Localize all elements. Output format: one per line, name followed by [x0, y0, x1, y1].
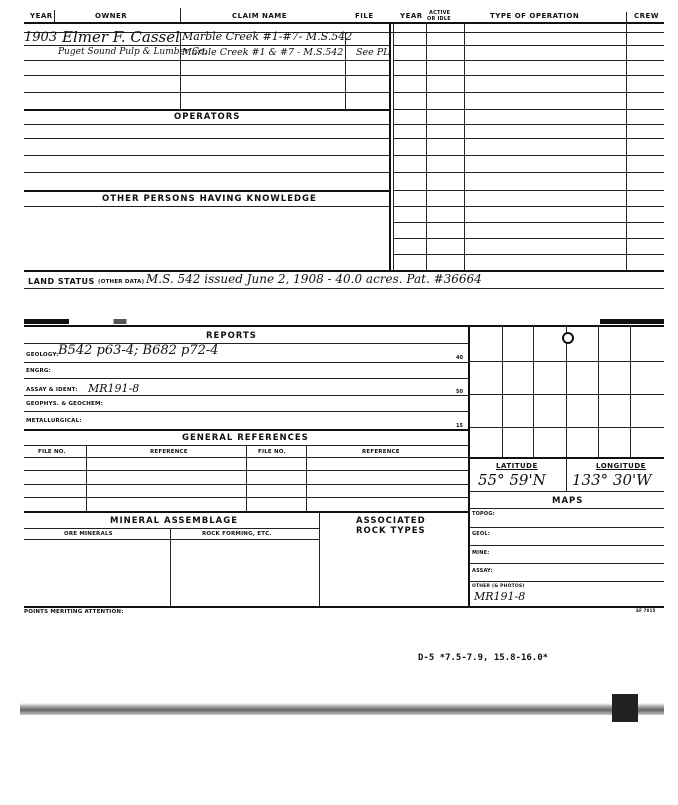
ore-rock-divider: [170, 528, 171, 606]
owner-row-2-file: See PL: [356, 47, 390, 58]
assay-ident-label: ASSAY & IDENT:: [26, 387, 78, 393]
general-references-title: GENERAL REFERENCES: [182, 433, 309, 443]
mineral-assemblage-title: MINERAL ASSEMBLAGE: [110, 516, 239, 526]
mineral-top-line: [24, 511, 469, 513]
operators-top-line: [24, 109, 389, 111]
maps-line: [469, 581, 664, 582]
geology-value: B542 p63-4; B682 p72-4: [58, 343, 219, 358]
header-or-idle: OR IDLE: [427, 16, 451, 22]
owner-row-1-claim: Marble Creek #1-#7- M.S.542: [182, 30, 353, 43]
card-top-edge: [24, 319, 664, 324]
owner-row-2-owner: Puget Sound Pulp & Lumber Co.: [58, 47, 208, 57]
location-marker-icon: [562, 332, 574, 344]
reports-line: [24, 395, 469, 396]
latitude-value: 55° 59'N: [478, 471, 546, 489]
reports-line: [24, 362, 469, 363]
header-year: YEAR: [30, 12, 53, 20]
latitude-label: LATITUDE: [496, 462, 538, 470]
header-owner: OWNER: [95, 12, 128, 20]
operation-row-line: [393, 222, 664, 223]
owner-row-1-owner: Elmer F. Cassel: [62, 28, 180, 46]
maps-line: [469, 545, 664, 546]
maps-title: MAPS: [552, 496, 584, 506]
reports-line: [24, 378, 469, 379]
header-active: ACTIVE: [429, 10, 451, 16]
reports-top-line: [24, 325, 664, 327]
dark-corner-mark: [612, 694, 638, 722]
locator-grid-line: [469, 394, 664, 395]
operators-row-line: [24, 124, 389, 125]
operators-title: OPERATORS: [174, 112, 241, 122]
mineral-underline: [24, 528, 319, 529]
operation-row-line: [393, 172, 664, 173]
locator-grid-line: [630, 325, 631, 457]
gr-col-divider: [86, 445, 87, 511]
associated-divider: [319, 511, 320, 606]
top-border: [24, 22, 664, 24]
header-year-2: YEAR: [400, 12, 423, 20]
header-claim-name: CLAIM NAME: [232, 12, 288, 20]
knowledge-underline: [24, 206, 389, 207]
gr-col-divider: [306, 445, 307, 511]
operators-row-line: [24, 172, 389, 173]
form-number: SF 7015: [636, 608, 656, 613]
metallurgical-label: METALLURGICAL:: [26, 418, 82, 424]
land-status-underline: [24, 288, 664, 289]
general-references-top-line: [24, 429, 469, 431]
maps-mine-label: MINE:: [472, 550, 490, 556]
maps-line: [469, 563, 664, 564]
maps-topog-label: TOPOG:: [472, 511, 495, 517]
operation-row-line: [393, 190, 664, 191]
header-tick: [626, 12, 627, 22]
assay-ident-value: MR191-8: [88, 382, 140, 395]
points-top-line: [24, 606, 664, 608]
maps-line: [469, 508, 664, 509]
typed-note: D-5 *7.5-7.9, 15.8-16.0*: [418, 653, 549, 663]
locator-grid-line: [533, 325, 534, 457]
operation-row-line: [393, 45, 664, 46]
points-meriting-attention-label: POINTS MERITING ATTENTION:: [24, 609, 124, 615]
reports-number-15: 15: [456, 423, 463, 429]
rock-types-label: ROCK TYPES: [356, 526, 426, 536]
card-bottom-edge: [20, 703, 664, 715]
claim-file-divider: [345, 32, 346, 110]
operators-row-line: [24, 138, 389, 139]
ore-minerals-label: ORE MINERALS: [64, 531, 113, 537]
rock-forming-label: ROCK FORMING, ETC.: [202, 531, 272, 537]
maps-other-label: OTHER (& PHOTOS): [472, 584, 525, 589]
land-status-label: LAND STATUS: [28, 277, 95, 286]
longitude-label: LONGITUDE: [596, 462, 646, 470]
geophys-label: GEOPHYS. & GEOCHEM:: [26, 401, 104, 407]
land-status-value: M.S. 542 issued June 2, 1908 - 40.0 acres. Pat. #36664: [146, 272, 482, 286]
land-status-sublabel: (OTHER DATA): [98, 279, 145, 285]
operation-row-line: [393, 254, 664, 255]
owner-row-line: [24, 92, 389, 93]
locator-grid-line: [502, 325, 503, 457]
operation-row-line: [393, 60, 664, 61]
geology-label: GEOLOGY:: [26, 352, 59, 358]
main-vertical-divider: [389, 22, 391, 270]
lat-long-divider: [566, 459, 567, 491]
operation-row-line: [393, 92, 664, 93]
gr-col-file-no-1: FILE NO.: [38, 449, 66, 455]
locator-grid-line: [566, 325, 567, 457]
operators-row-line: [24, 155, 389, 156]
header-type-of-operation: TYPE OF OPERATION: [490, 12, 580, 20]
longitude-value: 133° 30'W: [572, 471, 652, 489]
locator-grid-line: [469, 427, 664, 428]
operation-row-line: [393, 155, 664, 156]
operation-row-line: [393, 206, 664, 207]
operation-row-line: [393, 109, 664, 110]
mineral-underline: [24, 539, 319, 540]
gr-col-reference-1: REFERENCE: [150, 449, 188, 455]
maps-top-line: [469, 491, 664, 492]
reports-title: REPORTS: [206, 331, 257, 341]
header-tick: [54, 10, 55, 22]
operation-row-line: [393, 75, 664, 76]
operation-row-line: [393, 124, 664, 125]
owner-row-2-claim: Marble Creek #1 & #7 - M.S.542: [182, 47, 344, 58]
operation-row-line: [393, 138, 664, 139]
gr-col-reference-2: REFERENCE: [362, 449, 400, 455]
reports-line: [24, 411, 469, 412]
owner-claim-divider: [180, 32, 181, 110]
maps-other-value: MR191-8: [474, 590, 526, 603]
owner-row-line: [24, 60, 389, 61]
gr-col-file-no-2: FILE NO.: [258, 449, 286, 455]
locator-grid-line: [598, 325, 599, 457]
owner-row-line: [24, 75, 389, 76]
maps-line: [469, 527, 664, 528]
header-crew: CREW: [634, 12, 660, 20]
engrg-label: ENGRG:: [26, 368, 52, 374]
gr-col-divider: [246, 445, 247, 511]
maps-assay-label: ASSAY:: [472, 568, 493, 574]
knowledge-title: OTHER PERSONS HAVING KNOWLEDGE: [102, 194, 317, 204]
reports-number-50: 50: [456, 389, 463, 395]
maps-geol-label: GEOL:: [472, 531, 490, 537]
header-tick: [180, 8, 181, 22]
owner-row-1-year: 1903: [24, 30, 58, 45]
operation-row-line: [393, 238, 664, 239]
reports-number-40: 40: [456, 355, 463, 361]
header-file: FILE: [355, 12, 374, 20]
associated-label: ASSOCIATED: [356, 516, 426, 526]
knowledge-top-line: [24, 190, 389, 192]
locator-grid-line: [469, 361, 664, 362]
